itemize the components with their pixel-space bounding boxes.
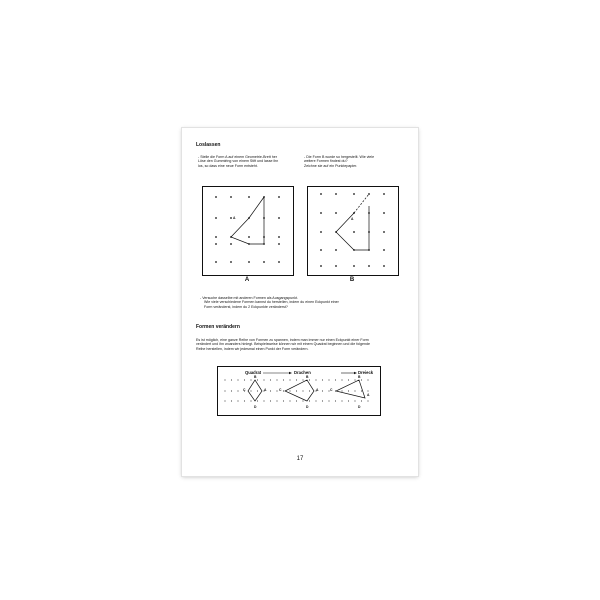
sequence-dots: [224, 379, 368, 401]
instruction-form-a: - Stelle die Form A auf einem Geometrie-Brett her Löse den Gummiring von einem Stift und lasse ihn los, so dass eine neue Form entsteht.: [198, 155, 279, 168]
peg-dot: [263, 400, 264, 401]
peg-dot: [361, 390, 362, 391]
peg-dot: [270, 379, 271, 380]
peg-dot: [283, 390, 284, 391]
peg-dot: [315, 379, 316, 380]
peg-dot: [237, 390, 238, 391]
peg-dot: [354, 379, 355, 380]
peg-dot: [224, 390, 225, 391]
label-form-b: B: [349, 277, 355, 283]
drachen-a: A: [316, 388, 319, 392]
peg-dot: [215, 196, 217, 198]
peg-dot: [328, 379, 329, 380]
peg-dot: [296, 379, 297, 380]
peg-dot: [320, 265, 322, 267]
peg-dot: [367, 400, 368, 401]
dreieck-b: B: [358, 375, 361, 379]
seq-arrow-2-head: [354, 372, 357, 374]
peg-dot: [278, 261, 280, 263]
peg-dot: [348, 390, 349, 391]
peg-dot: [237, 400, 238, 401]
peg-dot: [320, 231, 322, 233]
peg-dot: [354, 390, 355, 391]
peg-dot: [335, 265, 337, 267]
peg-dot: [383, 231, 385, 233]
point-label-b: A: [351, 217, 354, 221]
peg-dot: [250, 379, 251, 380]
peg-dot: [335, 193, 337, 195]
peg-dot: [348, 400, 349, 401]
peg-dot: [322, 379, 323, 380]
peg-dot: [250, 400, 251, 401]
peg-dot: [383, 249, 385, 251]
peg-dot: [250, 390, 251, 391]
peg-dot: [248, 196, 250, 198]
peg-dot: [289, 379, 290, 380]
peg-dot: [341, 379, 342, 380]
peg-dot: [276, 390, 277, 391]
peg-dot: [322, 390, 323, 391]
peg-dot: [270, 390, 271, 391]
peg-dot: [320, 193, 322, 195]
peg-dot: [353, 265, 355, 267]
peg-dot: [309, 390, 310, 391]
peg-dot: [230, 261, 232, 263]
peg-dot: [278, 236, 280, 238]
drachen-c: C: [279, 388, 282, 392]
quadrat-a: A: [264, 388, 267, 392]
peg-dot: [368, 193, 370, 195]
peg-dot: [244, 379, 245, 380]
geoboard-b-drawing: [307, 186, 397, 274]
peg-dot: [278, 243, 280, 245]
peg-dot: [231, 379, 232, 380]
heading-formen-veraendern: Formen verändern: [196, 324, 240, 330]
label-form-a: A: [244, 277, 250, 283]
peg-dot: [320, 212, 322, 214]
peg-dot: [341, 390, 342, 391]
peg-dot: [276, 400, 277, 401]
peg-dot: [322, 400, 323, 401]
peg-dot: [231, 400, 232, 401]
heading-loslassen: Loslassen: [196, 142, 221, 148]
peg-dot: [283, 400, 284, 401]
peg-dot: [383, 265, 385, 267]
quadrat-c: C: [243, 388, 246, 392]
peg-dot: [302, 400, 303, 401]
peg-dot: [215, 217, 217, 219]
peg-dot: [215, 236, 217, 238]
peg-dot: [248, 261, 250, 263]
peg-dot: [278, 217, 280, 219]
peg-dot: [302, 379, 303, 380]
peg-dot: [231, 390, 232, 391]
peg-dot: [335, 212, 337, 214]
peg-dot: [257, 390, 258, 391]
seq-arrow-1-head: [289, 372, 292, 374]
seq-label-drachen: Drachen: [294, 370, 311, 375]
seq-label-quadrat: Quadrat: [245, 370, 262, 375]
peg-dot: [335, 379, 336, 380]
peg-dot: [215, 261, 217, 263]
peg-dot: [320, 249, 322, 251]
peg-dot: [309, 379, 310, 380]
peg-dot: [309, 400, 310, 401]
peg-dot: [335, 400, 336, 401]
peg-dot: [335, 249, 337, 251]
peg-dot: [230, 217, 232, 219]
peg-dot: [224, 379, 225, 380]
peg-dot: [367, 379, 368, 380]
peg-dot: [353, 231, 355, 233]
peg-dot: [278, 196, 280, 198]
page-number: 17: [296, 456, 304, 462]
dreieck-d: D: [358, 405, 361, 409]
peg-dot: [283, 379, 284, 380]
peg-dot: [230, 196, 232, 198]
peg-dot: [224, 400, 225, 401]
peg-dot: [244, 400, 245, 401]
seq-label-dreieck: Dreieck: [358, 370, 374, 375]
peg-dot: [302, 390, 303, 391]
peg-dot: [237, 379, 238, 380]
peg-dot: [348, 379, 349, 380]
shape-dreieck: [336, 380, 365, 398]
peg-dot: [353, 193, 355, 195]
geoboard-a-dots: [215, 196, 280, 263]
drachen-d: D: [306, 405, 309, 409]
quadrat-d: D: [254, 405, 257, 409]
peg-dot: [270, 400, 271, 401]
peg-dot: [257, 400, 258, 401]
task-text: - Versuche dasselbe mit anderen Formen als Ausgangspunkt. Wie viele verschiedene Formen kannst du herstellen, indem du einen Eckpunkt einer Form veränderst, indem du 2 Eckpunkte veränderst?: [200, 296, 339, 309]
geoboard-a-drawing: [202, 186, 292, 274]
shape-b: [336, 206, 369, 250]
peg-dot: [263, 261, 265, 263]
instruction-form-b: - Die Form B wurde so hergestellt. Wie viele weitere Formen findest du? Zeichne sie auf ein Punktepapier.: [304, 155, 375, 168]
quadrat-b: B: [254, 375, 257, 379]
peg-dot: [368, 265, 370, 267]
drachen-b: B: [306, 375, 309, 379]
shape-b-moved-edge: [354, 194, 369, 213]
peg-dot: [276, 379, 277, 380]
peg-dot: [383, 193, 385, 195]
point-label-a: A: [233, 216, 236, 220]
book-page: [182, 128, 418, 476]
sequence-drawing: [217, 366, 379, 414]
peg-dot: [328, 400, 329, 401]
peg-dot: [215, 243, 217, 245]
dreieck-c: C: [330, 388, 333, 392]
peg-dot: [354, 400, 355, 401]
peg-dot: [367, 390, 368, 391]
peg-dot: [296, 390, 297, 391]
peg-dot: [315, 400, 316, 401]
peg-dot: [230, 243, 232, 245]
peg-dot: [289, 400, 290, 401]
body-formen-veraendern: Es ist möglich, eine ganze Reihe von Formen zu spannen, indem man immer nur einen Eckpunkt einer Form verändert und ihn woanders hinlegt. Beispielsweise können wir mit einem Quadrat beginnen und die folgende Reihe herstellen, indem wir jedesmal einen Punkt der Form verändern.: [196, 338, 371, 351]
peg-dot: [248, 236, 250, 238]
peg-dot: [263, 379, 264, 380]
peg-dot: [257, 379, 258, 380]
peg-dot: [289, 390, 290, 391]
peg-dot: [296, 400, 297, 401]
peg-dot: [341, 400, 342, 401]
peg-dot: [361, 379, 362, 380]
shape-quadrat: [248, 380, 262, 401]
peg-dot: [383, 212, 385, 214]
shape-a: [231, 197, 264, 244]
geoboard-b-dots: [320, 193, 385, 267]
dreieck-a: A: [367, 393, 370, 397]
peg-dot: [361, 400, 362, 401]
